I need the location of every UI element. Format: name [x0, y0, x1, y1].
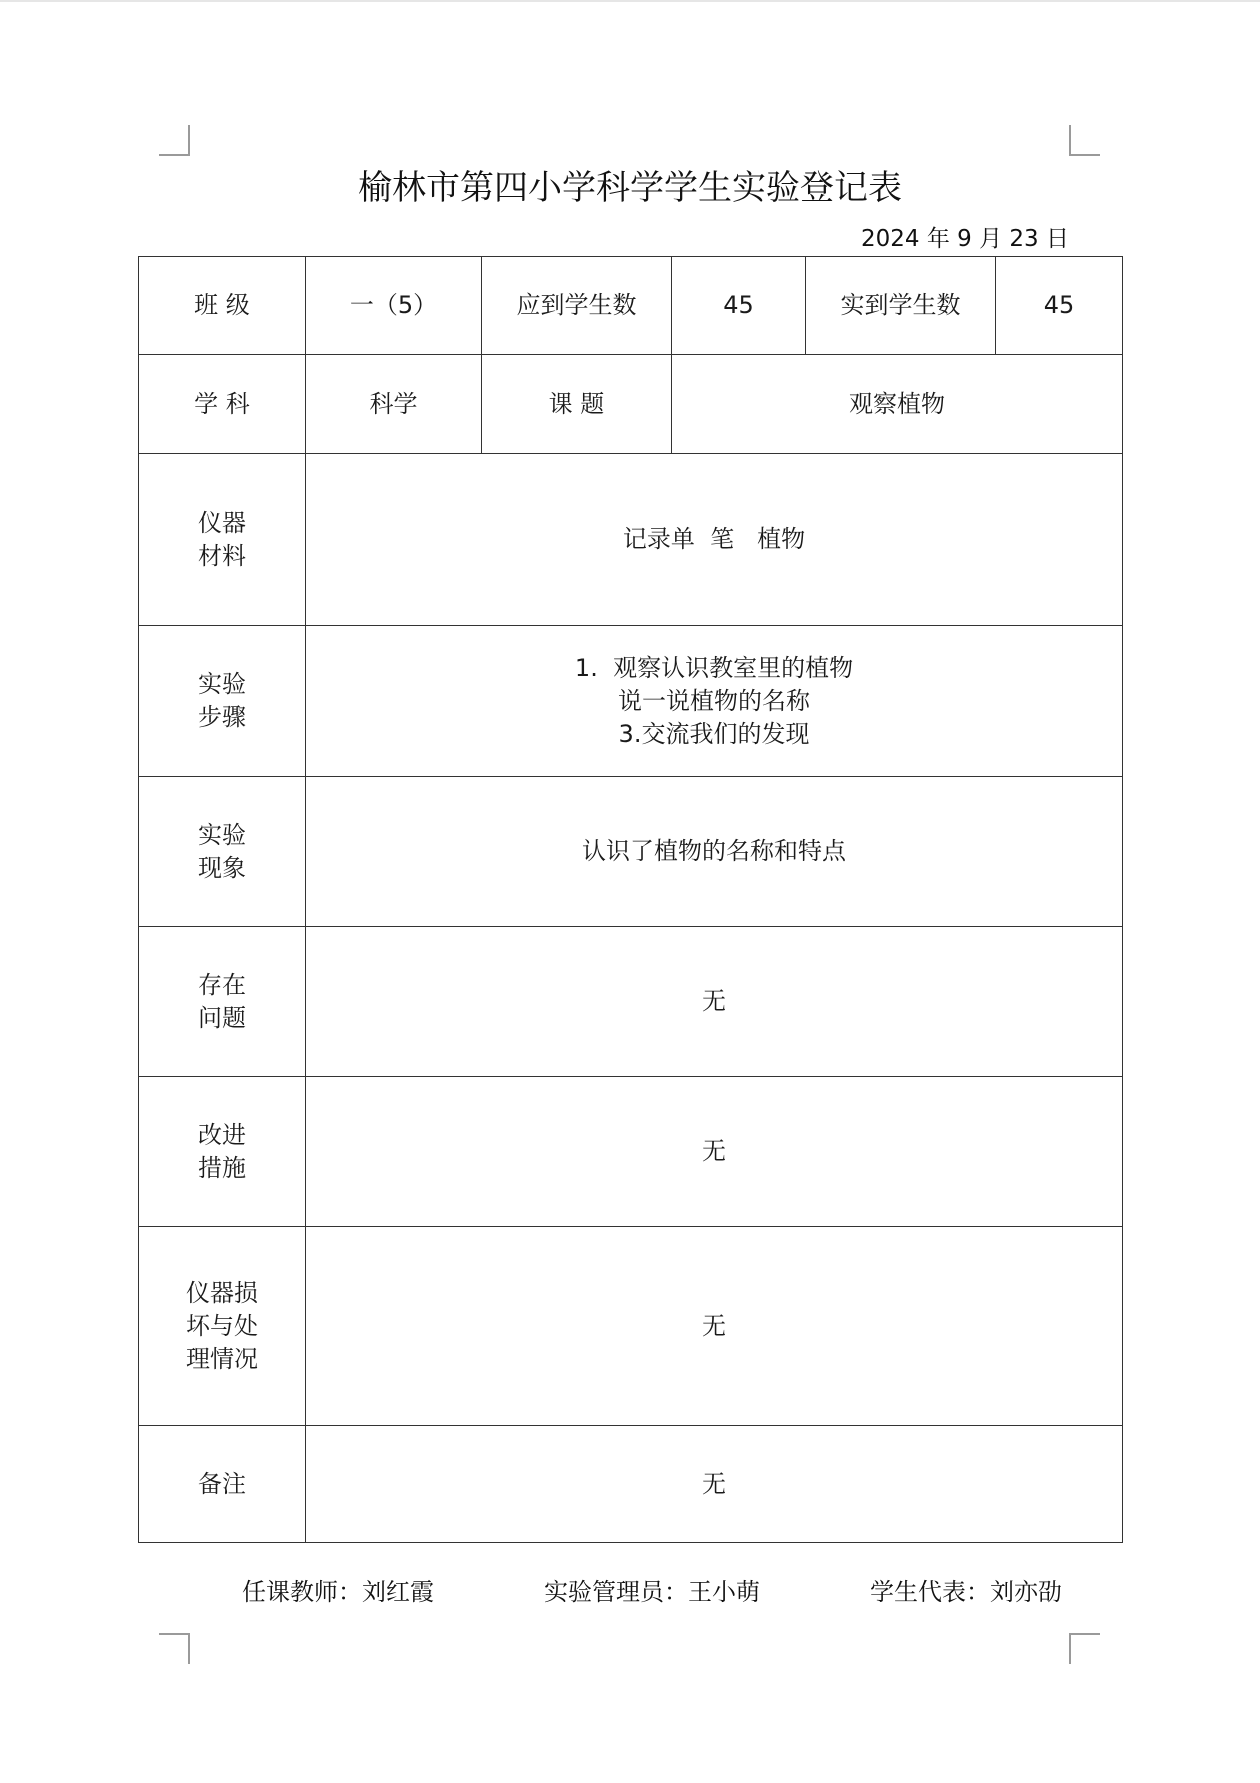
- actual-students-label: 实到学生数: [840, 291, 961, 319]
- section-label-cell: [139, 1426, 306, 1543]
- equipment-damage-row: [139, 1227, 1123, 1426]
- class-label: 班 级: [194, 291, 250, 319]
- section-value-line: 记录单 笔 植物: [622, 525, 806, 553]
- section-label-line: 实验: [198, 670, 246, 698]
- section-label-line: 现象: [198, 853, 246, 882]
- crop-mark-top-right: [1069, 125, 1100, 156]
- footer-teacher: 任课教师：刘红霞: [242, 1578, 434, 1606]
- experiment-register-table: [138, 256, 1123, 1543]
- crop-mark-bottom-left: [159, 1633, 190, 1664]
- page-top-edge: [0, 0, 1260, 2]
- subject-topic-row: [139, 355, 1123, 454]
- class-info-row: [139, 257, 1123, 355]
- subject-value-cell: [306, 355, 482, 454]
- section-label-line: 措施: [198, 1153, 246, 1182]
- section-label-line: 仪器: [198, 508, 246, 537]
- section-label-line: 问题: [198, 1003, 246, 1032]
- section-label-line: 仪器损: [186, 1278, 258, 1307]
- subject-value: 科学: [369, 389, 418, 418]
- topic-label: 课 题: [548, 389, 605, 418]
- actual-students-label-cell: [806, 257, 996, 355]
- footer-lab-admin: 实验管理员：王小萌: [544, 1578, 760, 1606]
- section-value-line: 说一说植物的名称: [618, 686, 810, 715]
- section-label-cell: [139, 626, 306, 777]
- experiment-steps-row: [139, 626, 1123, 777]
- section-label-line: 存在: [198, 970, 246, 999]
- section-value-cell: [306, 777, 1123, 927]
- section-value-cell: [306, 626, 1123, 777]
- subject-label: 学 科: [194, 389, 250, 418]
- topic-label-cell: [482, 355, 672, 454]
- section-value-cell: [306, 454, 1123, 626]
- footer-student-rep: 学生代表：刘亦劭: [870, 1578, 1062, 1606]
- crop-mark-top-left: [159, 125, 190, 156]
- expected-students-label: 应到学生数: [516, 291, 637, 319]
- subject-label-cell: [139, 355, 306, 454]
- section-value-cell: [306, 1426, 1123, 1543]
- expected-students-value-cell: [672, 257, 806, 355]
- page-title: 榆林市第四小学科学学生实验登记表: [358, 168, 902, 208]
- section-label-line: 改进: [198, 1120, 246, 1149]
- actual-students-value-cell: [996, 257, 1123, 355]
- section-value-cell: [306, 927, 1123, 1077]
- section-label-line: 坏与处: [186, 1311, 258, 1340]
- section-label-line: 材料: [198, 541, 246, 570]
- improvement-measures-row: [139, 1077, 1123, 1227]
- section-label-line: 实验: [198, 820, 246, 849]
- existing-problems-row: [139, 927, 1123, 1077]
- crop-mark-bottom-right: [1069, 1633, 1100, 1664]
- section-value-line: 无: [702, 1469, 726, 1498]
- class-label-cell: [139, 257, 306, 355]
- section-label-cell: [139, 927, 306, 1077]
- section-label-line: 步骤: [198, 703, 246, 731]
- experiment-phenomenon-row: [139, 777, 1123, 927]
- record-date: 2024 年 9 月 23 日: [861, 226, 1069, 252]
- equipment-materials-row: [139, 454, 1123, 626]
- section-value-line: 认识了植物的名称和特点: [582, 837, 846, 865]
- section-value-line: 3.交流我们的发现: [618, 719, 810, 748]
- section-label-line: 理情况: [186, 1344, 258, 1373]
- topic-value: 观察植物: [849, 389, 945, 418]
- section-label-cell: [139, 1227, 306, 1426]
- topic-value-cell: [672, 355, 1123, 454]
- section-value-line: 无: [702, 987, 726, 1015]
- expected-students-value: 45: [723, 291, 754, 319]
- section-label-cell: [139, 454, 306, 626]
- section-label-line: 备注: [198, 1469, 246, 1498]
- class-value-cell: [306, 257, 482, 355]
- actual-students-value: 45: [1043, 291, 1075, 319]
- class-value: 一（5）: [349, 291, 438, 319]
- section-label-cell: [139, 777, 306, 927]
- section-value-line: 1. 观察认识教室里的植物: [574, 653, 854, 682]
- section-value-cell: [306, 1077, 1123, 1227]
- expected-students-label-cell: [482, 257, 672, 355]
- section-value-cell: [306, 1227, 1123, 1426]
- section-value-line: 无: [702, 1311, 726, 1340]
- section-label-cell: [139, 1077, 306, 1227]
- section-value-line: 无: [702, 1137, 726, 1165]
- remarks-row: [139, 1426, 1123, 1543]
